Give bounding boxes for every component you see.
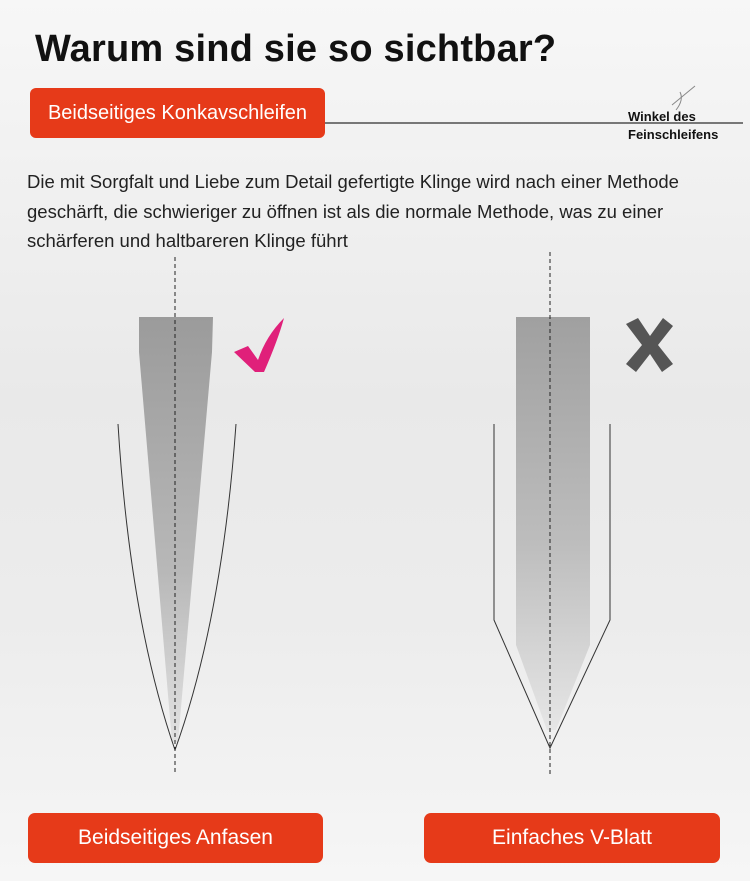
cross-icon: [626, 318, 673, 372]
description-text: Die mit Sorgfalt und Liebe zum Detail gefertigte Klinge wird nach einer Methode geschärft, die schwieriger zu öffnen ist als die normale Methode, was zu einer schärferen und haltbareren Klinge führt: [27, 171, 679, 251]
grinding-angle-label-line1: Winkel des: [628, 109, 696, 124]
page-title: Warum sind sie so sichtbar?: [35, 28, 557, 70]
left-blade-body: [139, 317, 213, 742]
simple-v-blade-button[interactable]: Einfaches V-Blatt: [424, 813, 720, 863]
concave-grinding-tag: Beidseitiges Konkavschleifen: [30, 88, 325, 138]
right-blade-body: [516, 317, 590, 730]
grinding-angle-label-line2: Feinschleifens: [628, 127, 719, 142]
left-blade: [118, 257, 236, 775]
right-blade: [494, 252, 610, 775]
check-icon: [234, 318, 284, 372]
double-bevel-button[interactable]: Beidseitiges Anfasen: [28, 813, 323, 863]
